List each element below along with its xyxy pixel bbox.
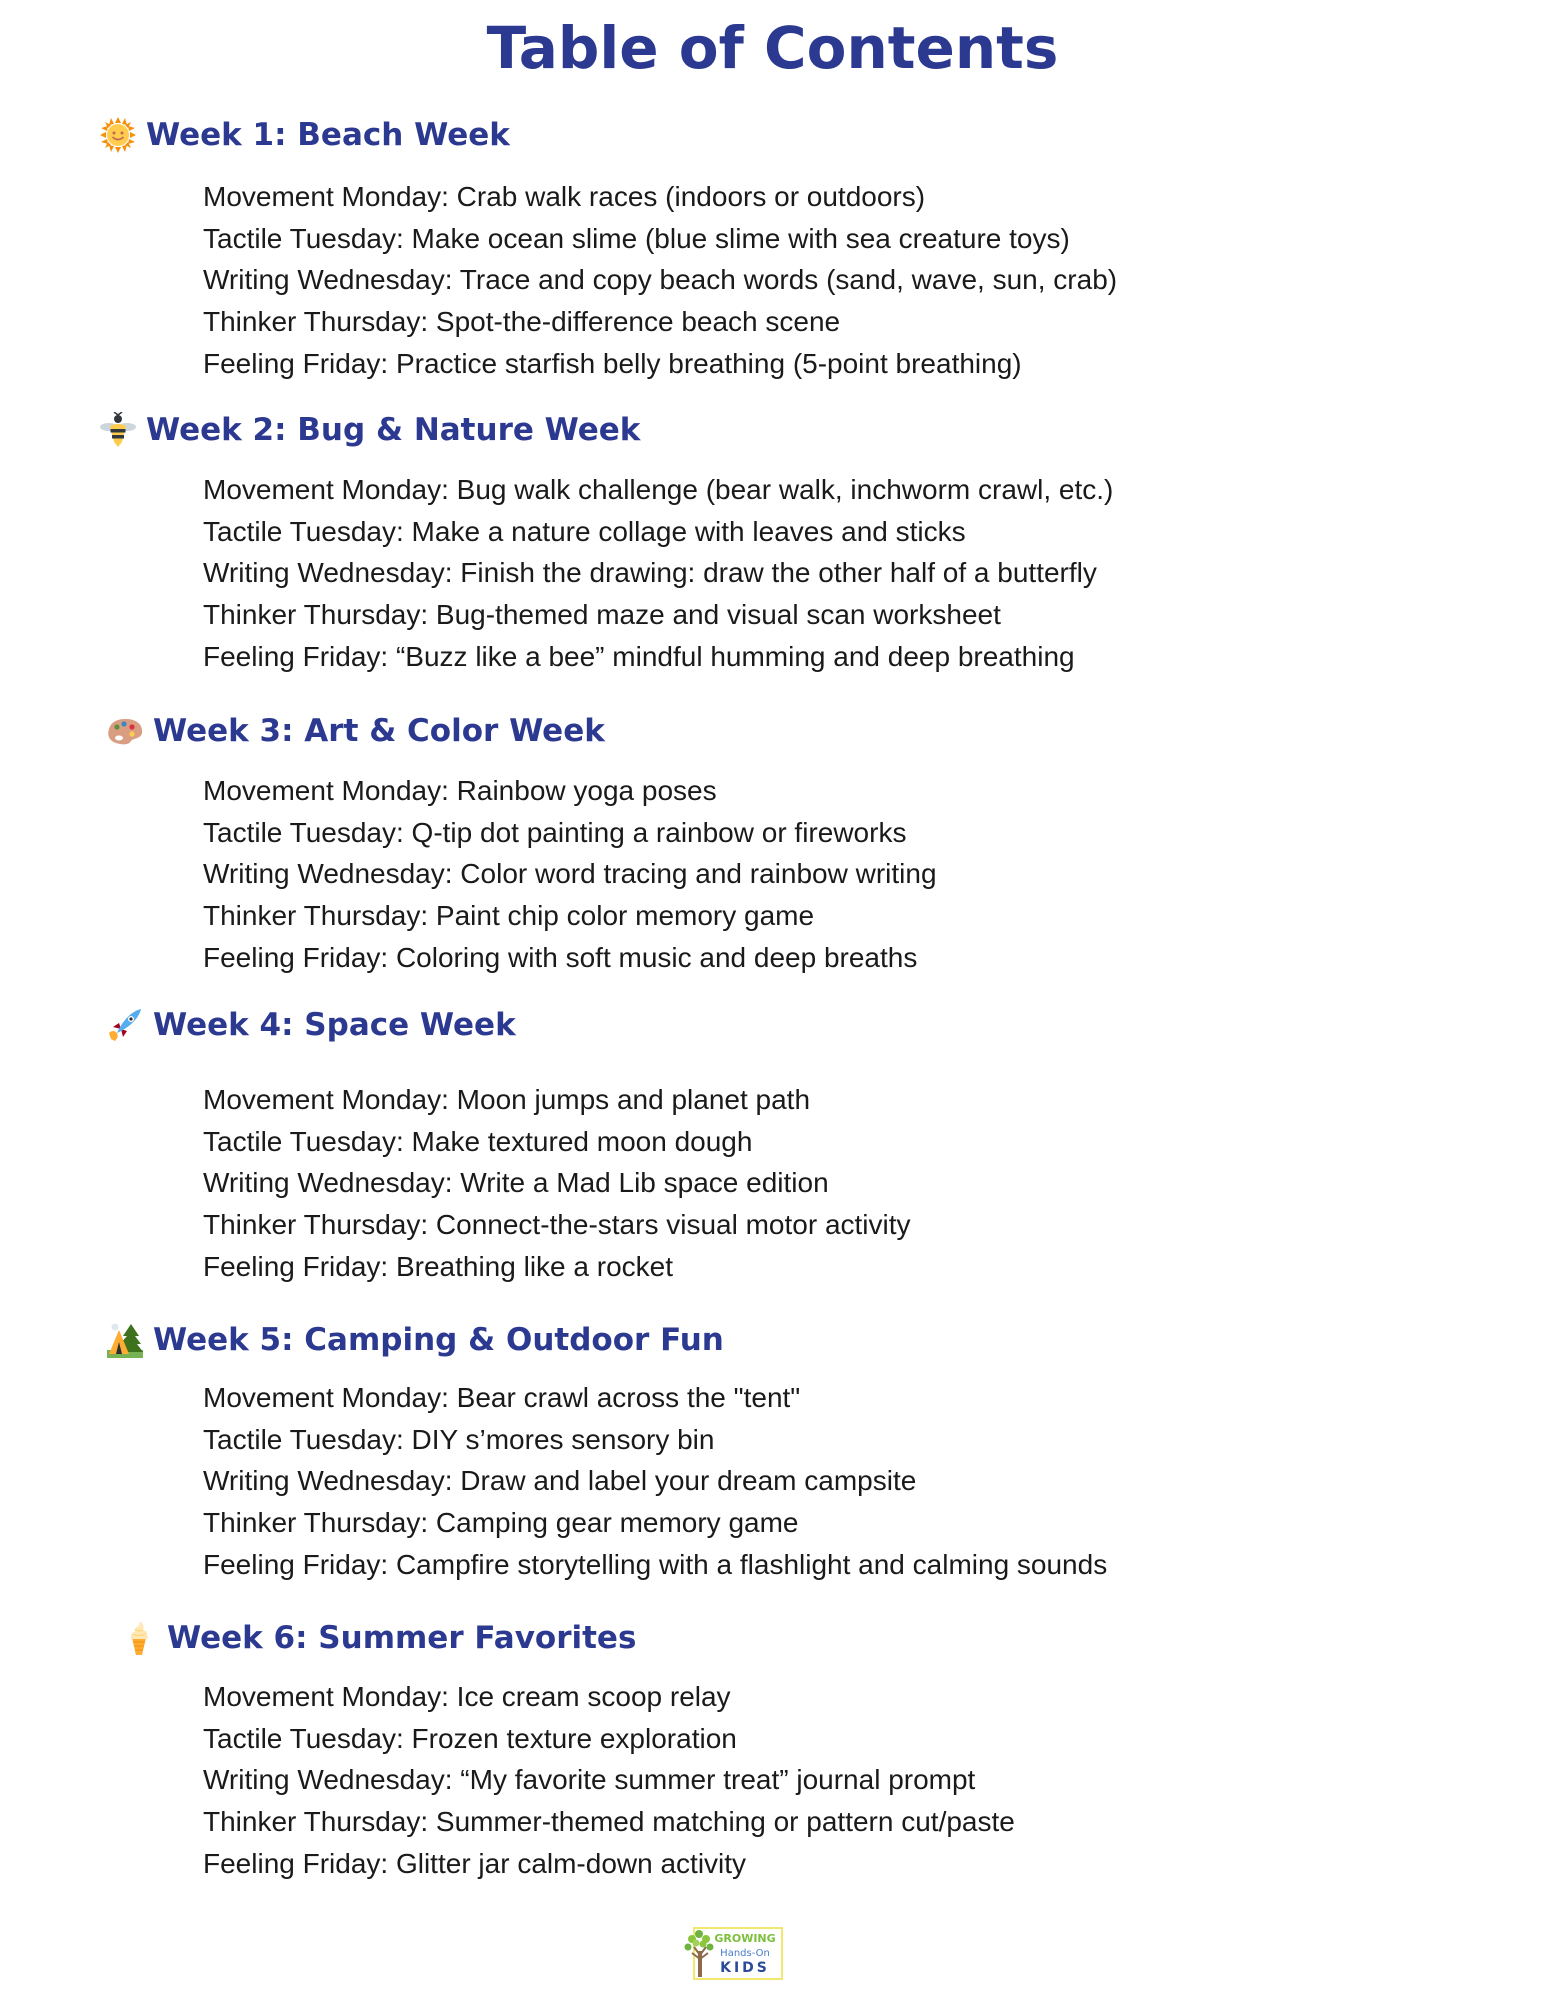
activity-item: Thinker Thursday: Connect-the-stars visual motor activity xyxy=(203,1209,911,1241)
rocket-icon xyxy=(107,1007,143,1043)
activity-item: Movement Monday: Moon jumps and planet path xyxy=(203,1084,811,1115)
week-1-heading xyxy=(100,113,510,157)
activity-item: Writing Wednesday: Write a Mad Lib space edition xyxy=(203,1167,829,1199)
activity-item: Thinker Thursday: Paint chip color memory game xyxy=(203,900,815,932)
activity-item: Writing Wednesday: Draw and label your dream campsite xyxy=(203,1465,917,1497)
week-4-heading xyxy=(107,1003,516,1047)
activity-item: Tactile Tuesday: Q-tip dot painting a rainbow or fireworks xyxy=(203,816,907,848)
activity-item: Thinker Thursday: Summer-themed matching or pattern cut/paste xyxy=(203,1806,1015,1838)
activity-item: Feeling Friday: Coloring with soft music and deep breaths xyxy=(203,941,918,973)
activity-item: Writing Wednesday: Finish the drawing: draw the other half of a butterfly xyxy=(203,557,1097,589)
activity-item: Feeling Friday: Glitter jar calm-down activity xyxy=(203,1847,747,1879)
activity-item: Thinker Thursday: Bug-themed maze and visual scan worksheet xyxy=(203,599,1001,631)
activity-item: Tactile Tuesday: Make a nature collage with leaves and sticks xyxy=(203,515,966,547)
activity-item: Thinker Thursday: Camping gear memory game xyxy=(203,1507,799,1539)
activity-item: Tactile Tuesday: Make textured moon dough xyxy=(203,1125,753,1157)
week-3-activity-list xyxy=(203,770,937,978)
week-6-heading xyxy=(121,1616,636,1660)
activity-item: Writing Wednesday: “My favorite summer treat” journal prompt xyxy=(203,1764,976,1796)
activity-item: Feeling Friday: Practice starfish belly breathing (5-point breathing) xyxy=(203,347,1022,379)
week-2-activity-list xyxy=(203,469,1113,677)
camping-tent-icon xyxy=(107,1322,143,1358)
page-title: Table of Contents xyxy=(486,14,1059,82)
activity-item: Feeling Friday: Breathing like a rocket xyxy=(203,1250,673,1282)
activity-item: Feeling Friday: Campfire storytelling with a flashlight and calming sounds xyxy=(203,1548,1108,1580)
logo-line-2: Hands-On xyxy=(720,1948,770,1959)
activity-item: Movement Monday: Rainbow yoga poses xyxy=(203,775,717,806)
week-heading-text: Week 5: Camping & Outdoor Fun xyxy=(153,1322,724,1358)
bee-icon xyxy=(100,412,136,448)
week-heading-text: Week 1: Beach Week xyxy=(146,117,510,153)
activity-item: Movement Monday: Bear crawl across the "tent" xyxy=(203,1382,801,1413)
week-4-activity-list xyxy=(203,1079,911,1287)
activity-item: Feeling Friday: “Buzz like a bee” mindful humming and deep breathing xyxy=(203,640,1075,672)
week-heading-text: Week 4: Space Week xyxy=(153,1007,516,1043)
activity-item: Movement Monday: Bug walk challenge (bear walk, inchworm crawl, etc.) xyxy=(203,474,1114,505)
activity-item: Tactile Tuesday: Frozen texture exploration xyxy=(203,1722,737,1754)
artist-palette-icon xyxy=(107,713,143,749)
activity-item: Writing Wednesday: Color word tracing and rainbow writing xyxy=(203,858,937,890)
soft-ice-cream-icon xyxy=(121,1620,157,1656)
activity-item: Movement Monday: Ice cream scoop relay xyxy=(203,1681,731,1712)
week-6-activity-list xyxy=(203,1676,1015,1884)
activity-item: Tactile Tuesday: Make ocean slime (blue slime with sea creature toys) xyxy=(203,222,1070,254)
logo-line-3: KIDS xyxy=(720,1960,770,1976)
growing-hands-on-kids-logo xyxy=(682,1925,784,1981)
week-heading-text: Week 3: Art & Color Week xyxy=(153,713,605,749)
logo-line-1: GROWING xyxy=(714,1932,776,1945)
sun-with-face-icon xyxy=(100,117,136,153)
activity-item: Writing Wednesday: Trace and copy beach words (sand, wave, sun, crab) xyxy=(203,264,1118,296)
activity-item: Movement Monday: Crab walk races (indoors or outdoors) xyxy=(203,181,926,212)
week-heading-text: Week 2: Bug & Nature Week xyxy=(146,412,641,448)
week-5-heading xyxy=(107,1318,724,1362)
activity-item: Thinker Thursday: Spot-the-difference beach scene xyxy=(203,306,841,338)
activity-item: Tactile Tuesday: DIY s’mores sensory bin xyxy=(203,1423,715,1455)
week-2-heading xyxy=(100,408,640,452)
week-3-heading xyxy=(107,709,605,753)
week-heading-text: Week 6: Summer Favorites xyxy=(167,1620,637,1656)
week-1-activity-list xyxy=(203,176,1117,384)
week-5-activity-list xyxy=(203,1377,1107,1585)
